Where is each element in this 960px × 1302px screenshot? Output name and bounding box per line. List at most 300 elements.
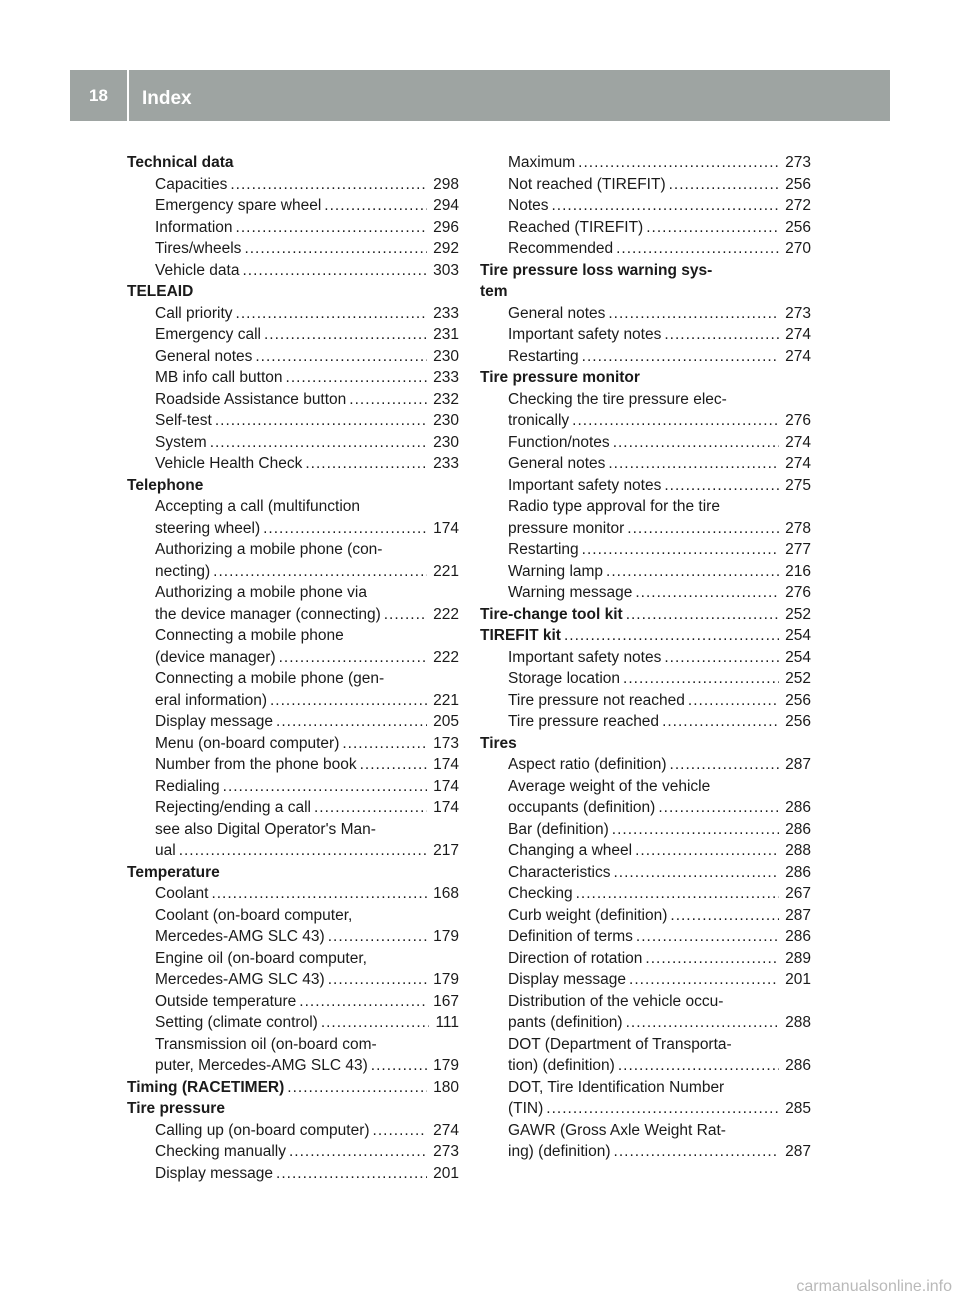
dot-leader — [614, 862, 780, 884]
index-heading — [127, 1077, 459, 1099]
dot-leader — [314, 797, 427, 819]
entry-label: (TIN) — [508, 1100, 544, 1117]
page-reference: 287 — [785, 906, 811, 924]
index-entry — [127, 819, 459, 841]
index-entry — [480, 432, 811, 454]
index-entry — [480, 496, 811, 518]
index-entry — [480, 776, 811, 798]
page-reference: 201 — [433, 1164, 459, 1182]
index-entry — [480, 991, 811, 1013]
dot-leader — [384, 604, 427, 626]
entry-label: Checking — [508, 885, 573, 902]
index-heading — [480, 281, 811, 303]
page-reference: 174 — [433, 777, 459, 795]
entry-label: Tire pressure monitor — [480, 369, 640, 386]
index-entry — [127, 690, 459, 712]
entry-label: Vehicle data — [155, 261, 240, 279]
entry-label: Function/notes — [508, 433, 610, 451]
page-reference: 276 — [785, 412, 811, 429]
page-reference: 286 — [785, 928, 811, 945]
index-heading — [127, 862, 459, 884]
index-entry — [127, 948, 459, 970]
page-reference: 179 — [433, 1057, 459, 1074]
dot-leader — [688, 690, 779, 712]
dot-leader — [669, 174, 780, 196]
page-reference: 252 — [785, 670, 811, 687]
dot-leader — [244, 238, 427, 260]
entry-label: ual — [155, 842, 176, 859]
entry-label: Curb weight (definition) — [508, 906, 668, 924]
index-entry — [127, 389, 459, 411]
dot-leader — [564, 625, 779, 647]
entry-label: Calling up (on-board computer) — [155, 1121, 370, 1139]
entry-label: Radio type approval for the tire — [508, 498, 720, 515]
page-reference: 174 — [433, 756, 459, 773]
index-heading — [127, 281, 459, 303]
entry-label: Technical data — [127, 154, 234, 171]
entry-label: Call priority — [155, 304, 233, 322]
page-reference: 254 — [785, 627, 811, 644]
dot-leader — [324, 195, 427, 217]
page-reference: 256 — [785, 175, 811, 193]
index-entry — [127, 776, 459, 798]
index-entry — [127, 174, 459, 196]
entry-label: Tires — [480, 734, 517, 752]
dot-leader — [264, 324, 427, 346]
dot-leader — [616, 238, 779, 260]
page-reference: 230 — [433, 412, 459, 429]
index-entry — [127, 303, 459, 325]
dot-leader — [289, 1141, 427, 1163]
page-reference: 252 — [785, 605, 811, 623]
index-entry — [480, 969, 811, 991]
entry-label: DOT (Department of Transporta- — [508, 1035, 732, 1053]
header-divider — [127, 70, 129, 121]
dot-leader — [371, 1055, 427, 1077]
index-heading — [480, 733, 811, 755]
entry-label: General notes — [155, 347, 253, 365]
entry-label: Transmission oil (on-board com- — [155, 1035, 377, 1053]
page-reference: 230 — [433, 433, 459, 451]
entry-label: tion) (definition) — [508, 1057, 615, 1074]
entry-label: Tire pressure — [127, 1100, 225, 1117]
entry-label: Tire pressure not reached — [508, 691, 685, 709]
page-reference: 256 — [785, 218, 811, 236]
entry-label: Coolant (on-board computer, — [155, 906, 353, 924]
dot-leader — [606, 561, 779, 583]
entry-label: Tire pressure reached — [508, 713, 660, 730]
entry-label: Coolant — [155, 885, 209, 902]
dot-leader — [360, 754, 428, 776]
index-entry — [127, 432, 459, 454]
entry-label: pants (definition) — [508, 1014, 623, 1031]
index-entry — [480, 324, 811, 346]
entry-label: General notes — [508, 455, 606, 472]
page-reference: 231 — [433, 326, 459, 343]
dot-leader — [636, 926, 779, 948]
dot-leader — [629, 969, 779, 991]
entry-label: Capacities — [155, 175, 228, 193]
entry-label: Temperature — [127, 863, 220, 881]
dot-leader — [321, 1012, 430, 1034]
entry-label: Connecting a mobile phone — [155, 627, 344, 644]
index-entry — [127, 840, 459, 862]
page-reference: 222 — [433, 605, 459, 623]
dot-leader — [612, 819, 779, 841]
index-entry — [127, 410, 459, 432]
dot-leader — [255, 346, 427, 368]
index-entry — [480, 539, 811, 561]
index-heading — [480, 367, 811, 389]
page-reference: 273 — [785, 304, 811, 322]
index-entry — [127, 1141, 459, 1163]
index-entry — [127, 797, 459, 819]
entry-label: occupants (definition) — [508, 799, 656, 816]
dot-leader — [576, 883, 780, 905]
index-entry — [480, 1034, 811, 1056]
index-entry — [127, 539, 459, 561]
entry-label: Emergency call — [155, 326, 261, 343]
dot-leader — [179, 840, 427, 862]
entry-label: Definition of terms — [508, 928, 633, 945]
entry-label: Display message — [155, 1164, 274, 1182]
index-entry — [480, 1012, 811, 1034]
index-column-left — [127, 152, 459, 1184]
entry-label: Restarting — [508, 541, 579, 558]
entry-label: Connecting a mobile phone (gen- — [155, 670, 385, 687]
entry-label: pressure monitor — [508, 519, 625, 537]
page-reference: 167 — [433, 992, 459, 1010]
index-entry — [127, 604, 459, 626]
entry-label: General notes — [508, 304, 606, 322]
page-reference: 296 — [433, 218, 459, 236]
entry-label: Setting (climate control) — [155, 1014, 318, 1031]
dot-leader — [236, 303, 428, 325]
index-entry — [480, 905, 811, 927]
index-heading — [480, 625, 811, 647]
index-entry — [127, 195, 459, 217]
page-reference: 274 — [785, 433, 811, 451]
entry-label: Menu (on-board computer) — [155, 734, 340, 752]
page-reference: 205 — [433, 713, 459, 730]
index-entry — [127, 346, 459, 368]
dot-leader — [242, 260, 427, 282]
entry-label: Warning message — [508, 584, 633, 601]
dot-leader — [670, 905, 779, 927]
index-entry — [127, 1055, 459, 1077]
index-entry — [127, 905, 459, 927]
index-entry — [127, 926, 459, 948]
entry-label: Outside temperature — [155, 992, 297, 1010]
page-reference: 233 — [433, 369, 459, 386]
index-entry — [480, 754, 811, 776]
index-entry — [480, 926, 811, 948]
entry-label: TELEAID — [127, 283, 194, 300]
entry-label: Tire-change tool kit — [480, 605, 623, 623]
section-title: Index — [142, 88, 192, 109]
page-reference: 201 — [785, 971, 811, 988]
index-entry — [480, 195, 811, 217]
page-reference: 256 — [785, 691, 811, 709]
index-entry — [127, 1163, 459, 1185]
entry-label: Storage location — [508, 670, 621, 687]
entry-label: Rejecting/ending a call — [155, 799, 311, 816]
dot-leader — [270, 690, 427, 712]
index-entry — [480, 346, 811, 368]
index-entry — [480, 582, 811, 604]
entry-label: Checking the tire pressure elec- — [508, 390, 727, 408]
dot-leader — [613, 432, 779, 454]
dot-leader — [223, 776, 427, 798]
dot-leader — [627, 518, 779, 540]
dot-leader — [662, 711, 779, 733]
index-heading — [480, 604, 811, 626]
entry-label: eral information) — [155, 691, 267, 709]
index-entry — [480, 797, 811, 819]
entry-label: Characteristics — [508, 863, 611, 881]
page-reference: 230 — [433, 347, 459, 365]
entry-label: Notes — [508, 197, 549, 214]
index-entry — [480, 1055, 811, 1077]
dot-leader — [349, 389, 427, 411]
entry-label: Authorizing a mobile phone via — [155, 584, 367, 601]
page-reference: 285 — [785, 1100, 811, 1117]
entry-label: see also Digital Operator's Man- — [155, 820, 376, 838]
dot-leader — [658, 797, 779, 819]
index-entry — [127, 625, 459, 647]
index-entry — [480, 668, 811, 690]
page-reference: 286 — [785, 820, 811, 838]
index-entry — [127, 217, 459, 239]
index-heading — [127, 1098, 459, 1120]
index-entry — [480, 238, 811, 260]
index-entry — [127, 668, 459, 690]
dot-leader — [552, 195, 780, 217]
index-entry — [127, 1034, 459, 1056]
page-reference: 289 — [785, 949, 811, 967]
page-reference: 221 — [433, 562, 459, 580]
dot-leader — [276, 1163, 427, 1185]
index-entry — [480, 1098, 811, 1120]
dot-leader — [646, 217, 779, 239]
index-entry — [480, 152, 811, 174]
page-reference: 179 — [433, 928, 459, 945]
index-entry — [480, 840, 811, 862]
page-reference: 286 — [785, 863, 811, 881]
dot-leader — [664, 324, 779, 346]
dot-leader — [373, 1120, 428, 1142]
entry-label: Authorizing a mobile phone (con- — [155, 541, 383, 558]
index-entry — [127, 711, 459, 733]
dot-leader — [626, 604, 779, 626]
index-entry — [127, 991, 459, 1013]
page-reference: 274 — [785, 326, 811, 343]
index-entry — [127, 453, 459, 475]
page-reference: 270 — [785, 240, 811, 257]
page-reference: 216 — [785, 562, 811, 580]
page-reference: 273 — [433, 1143, 459, 1160]
dot-leader — [582, 346, 779, 368]
index-entry — [480, 647, 811, 669]
dot-leader — [645, 948, 779, 970]
index-entry — [480, 217, 811, 239]
dot-leader — [211, 883, 427, 905]
index-entry — [480, 862, 811, 884]
dot-leader — [635, 582, 779, 604]
index-entry — [480, 174, 811, 196]
index-entry — [127, 883, 459, 905]
entry-label: Restarting — [508, 347, 579, 365]
dot-leader — [546, 1098, 779, 1120]
page-reference: 288 — [785, 1014, 811, 1031]
entry-label: Engine oil (on-board computer, — [155, 949, 367, 967]
page-reference: 294 — [433, 197, 459, 214]
page-reference: 173 — [433, 734, 459, 752]
entry-label: Redialing — [155, 777, 220, 795]
page-reference: 217 — [433, 842, 459, 859]
entry-label: Important safety notes — [508, 476, 662, 494]
entry-label: Tire pressure loss warning sys- — [480, 261, 713, 279]
page-reference: 288 — [785, 842, 811, 859]
page-reference: 221 — [433, 691, 459, 709]
page-reference: 254 — [785, 648, 811, 666]
page-reference: 272 — [785, 197, 811, 214]
dot-leader — [618, 1055, 779, 1077]
entry-label: Maximum — [508, 154, 576, 171]
entry-label: Telephone — [127, 476, 204, 494]
entry-label: Not reached (TIREFIT) — [508, 175, 666, 193]
entry-label: Direction of rotation — [508, 949, 643, 967]
dot-leader — [286, 367, 428, 389]
index-entry — [127, 733, 459, 755]
entry-label: the device manager (connecting) — [155, 605, 381, 623]
index-entry — [480, 561, 811, 583]
dot-leader — [328, 969, 427, 991]
page-reference: 222 — [433, 648, 459, 666]
index-entry — [480, 711, 811, 733]
entry-label: Tires/wheels — [155, 240, 242, 257]
index-entry — [127, 582, 459, 604]
page-reference: 298 — [433, 175, 459, 193]
entry-label: steering wheel) — [155, 519, 261, 537]
page-reference: 232 — [433, 390, 459, 408]
page-reference: 180 — [433, 1078, 459, 1096]
entry-label: puter, Mercedes-AMG SLC 43) — [155, 1057, 368, 1074]
page-reference: 174 — [433, 799, 459, 816]
page-reference: 287 — [785, 756, 811, 773]
index-entry — [127, 324, 459, 346]
index-entry — [127, 561, 459, 583]
index-entry — [480, 518, 811, 540]
index-entry — [480, 819, 811, 841]
index-entry — [127, 367, 459, 389]
index-entry — [127, 1120, 459, 1142]
page-reference: 292 — [433, 240, 459, 257]
page-reference: 233 — [433, 455, 459, 472]
index-entry — [127, 754, 459, 776]
index-heading — [480, 260, 811, 282]
dot-leader — [328, 926, 427, 948]
page-reference: 286 — [785, 799, 811, 816]
page-reference: 168 — [433, 885, 459, 902]
index-entry — [127, 969, 459, 991]
entry-label: Display message — [508, 971, 627, 988]
dot-leader — [279, 647, 428, 669]
index-entry — [480, 475, 811, 497]
index-entry — [480, 1120, 811, 1142]
entry-label: Aspect ratio (definition) — [508, 756, 667, 773]
index-column-right — [480, 152, 811, 1163]
page-reference: 275 — [785, 476, 811, 494]
entry-label: tem — [480, 283, 508, 300]
index-entry — [480, 1077, 811, 1099]
page-reference: 267 — [785, 885, 811, 902]
index-entry — [127, 647, 459, 669]
dot-leader — [664, 647, 779, 669]
index-entry — [480, 389, 811, 411]
page-reference: 277 — [785, 541, 811, 558]
dot-leader — [215, 410, 427, 432]
page-header — [70, 70, 890, 121]
page-reference: 276 — [785, 584, 811, 601]
index-entry — [480, 453, 811, 475]
page-reference: 286 — [785, 1057, 811, 1074]
entry-label: Reached (TIREFIT) — [508, 218, 644, 236]
index-entry — [480, 1141, 811, 1163]
entry-label: GAWR (Gross Axle Weight Rat- — [508, 1121, 726, 1139]
dot-leader — [213, 561, 427, 583]
page-reference: 111 — [435, 1014, 459, 1031]
dot-leader — [263, 518, 427, 540]
index-entry — [127, 238, 459, 260]
dot-leader — [582, 539, 779, 561]
index-entry — [127, 496, 459, 518]
page-reference: 287 — [785, 1143, 811, 1160]
page-reference: 273 — [785, 154, 811, 171]
entry-label: Warning lamp — [508, 562, 604, 580]
dot-leader — [210, 432, 427, 454]
index-entry — [480, 883, 811, 905]
index-entry — [127, 260, 459, 282]
index-entry — [480, 690, 811, 712]
dot-leader — [236, 217, 428, 239]
dot-leader — [608, 303, 779, 325]
page-reference: 256 — [785, 713, 811, 730]
entry-label: (device manager) — [155, 648, 276, 666]
page-reference: 233 — [433, 304, 459, 322]
dot-leader — [572, 410, 779, 432]
entry-label: Information — [155, 218, 233, 236]
page-reference: 303 — [433, 261, 459, 279]
entry-label: Self-test — [155, 412, 212, 429]
entry-label: TIREFIT kit — [480, 627, 561, 644]
watermark: carmanualsonline.info — [796, 1278, 952, 1295]
page-reference: 174 — [433, 519, 459, 537]
dot-leader — [670, 754, 780, 776]
entry-label: Average weight of the vehicle — [508, 777, 711, 795]
entry-label: ing) (definition) — [508, 1143, 611, 1160]
entry-label: necting) — [155, 562, 211, 580]
dot-leader — [230, 174, 427, 196]
page-reference: 278 — [785, 519, 811, 537]
index-entry — [127, 518, 459, 540]
entry-label: Important safety notes — [508, 648, 662, 666]
page-reference: 274 — [785, 347, 811, 365]
entry-label: Accepting a call (multifunction — [155, 498, 361, 515]
index-heading — [127, 475, 459, 497]
index-entry — [480, 410, 811, 432]
page-reference: 274 — [785, 455, 811, 472]
